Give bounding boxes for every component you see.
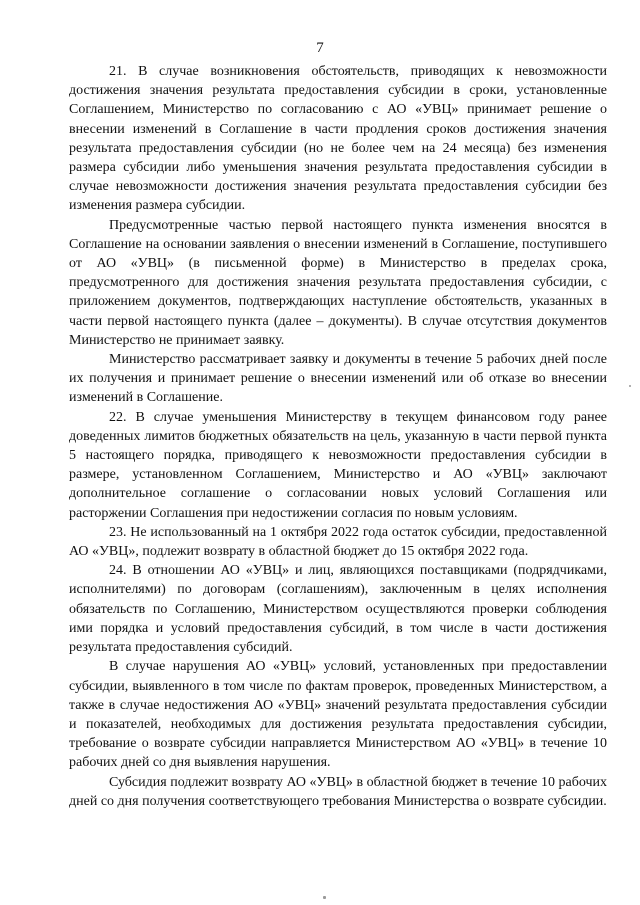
paragraph-23: 23. Не использованный на 1 октября 2022 года остаток субсидии, предоставленной АО «УВЦ», подлежит возврату в областной бюджет до 15 октября 2022 года. [69, 524, 607, 560]
paragraph-24: 24. В отношении АО «УВЦ» и лиц, являющихся поставщиками (подрядчиками, исполнителями) по договорам (соглашениям), заключенным в целях исполнения обязательств по Соглашению, Министерством осуществляются проверки соблюдения ими порядка и условий предоставления субсидий, в том числе в части достижения результата предоставления субсидий. [69, 563, 607, 656]
paragraph-21: 21. В случае возникновения обстоятельств, приводящих к невозможности достижения значения результата предоставления субсидии в сроки, установленные Соглашением, Министерство по согласованию с АО «УВЦ» принимает решение о внесении изменений в Соглашение в части продления сроков достижения значения результата предоставления субсидии (но не более чем на 24 месяца) без изменения размера субсидии либо уменьшения значения результата предоставления субсидии в случае невозможности достижения значения результата предоставления субсидии без изменения размера субсидии. [69, 64, 607, 214]
paragraph-21-part-3: Министерство рассматривает заявку и документы в течение 5 рабочих дней после их получения и принимает решение о внесении изменений или об отказе во внесении изменений в Соглашение. [69, 352, 607, 406]
paragraph-21-part-2: Предусмотренные частью первой настоящего пункта изменения вносятся в Соглашение на основании заявления о внесении изменений в Соглашение, поступившего от АО «УВЦ» (в письменной форме) в Министерство в пределах срока, предусмотренного для достижения значения результата предоставления субсидии, с приложением документов, подтверждающих наступление обстоятельств, указанных в части первой настоящего пункта (далее – документы). В случае отсутствия документов Министерство не принимает заявку. [69, 217, 607, 348]
page-number: 7 [316, 40, 324, 56]
paragraph-24-part-2: В случае нарушения АО «УВЦ» условий, установленных при предоставлении субсидии, выявленного в том числе по фактам проверок, проведенных Министерством, а также в случае недостижения АО «УВЦ» значений результата предоставления субсидии и показателей, необходимых для достижения результата предоставления субсидии, требование о возврате субсидии направляется Министерством АО «УВЦ» в течение 10 рабочих дней со дня выявления нарушения. [69, 659, 607, 771]
scan-artifact-dot [629, 385, 631, 387]
document-body [69, 62, 607, 811]
scan-artifact-dot [323, 896, 326, 899]
paragraph-24-part-3: Субсидия подлежит возврату АО «УВЦ» в областной бюджет в течение 10 рабочих дней со дня получения соответствующего требования Министерства о возврате субсидии. [69, 774, 607, 809]
paragraph-22: 22. В случае уменьшения Министерству в текущем финансовом году ранее доведенных лимитов бюджетных обязательств на цель, указанную в части первой пункта 5 настоящего порядка, приводящего к невозможности предоставления субсидии в размере, установленном Соглашением, Министерство и АО «УВЦ» заключают дополнительное соглашение о согласовании новых условий Соглашения или расторжении Соглашения при недостижении согласия по новым условиям. [69, 409, 607, 521]
